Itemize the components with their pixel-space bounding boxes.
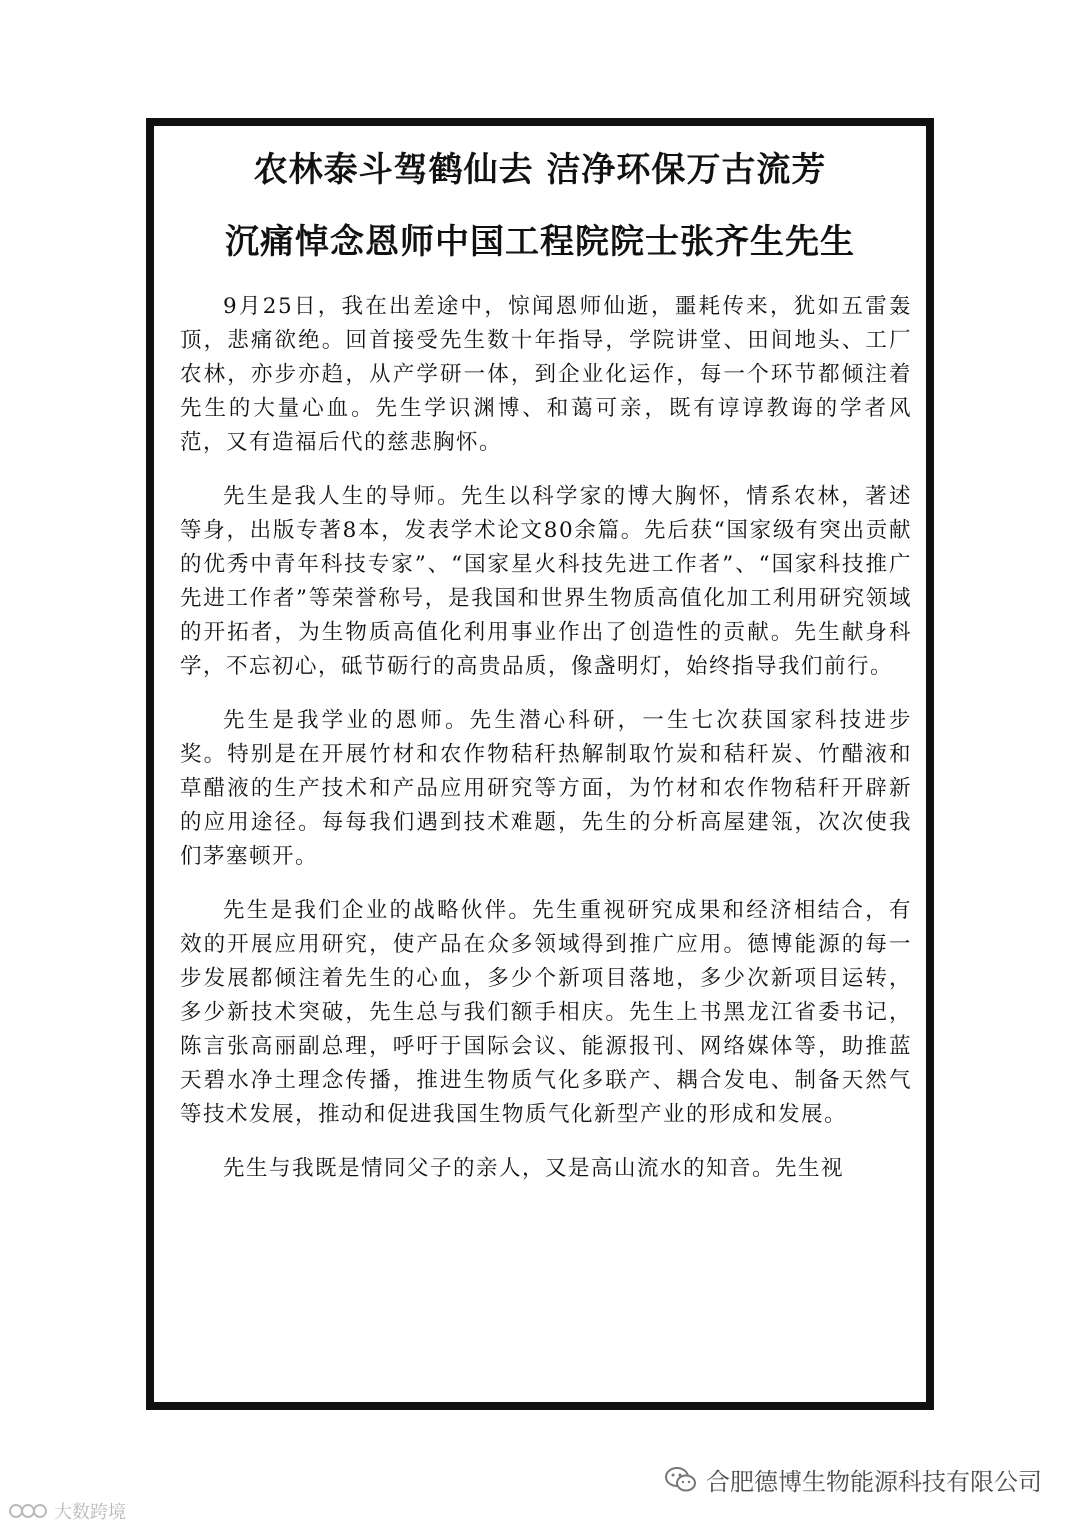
wechat-account-brand — [664, 1462, 1042, 1497]
paragraph: 先生是我们企业的战略伙伴。先生重视研究成果和经济相结合，有效的开展应用研究，使产品在众多领域得到推广应用。德博能源的每一步发展都倾注着先生的心血，多少个新项目落地，多少次新项目运转，多少新技术突破，先生总与我们额手相庆。先生上书黑龙江省委书记，陈言张高丽副总理，呼吁于国际会议、能源报刊、网络媒体等，助推蓝天碧水净土理念传播，推进生物质气化多联产、耦合发电、制备天然气等技术发展，推动和促进我国生物质气化新型产业的形成和发展。 — [180, 898, 912, 1127]
brand-name: 合肥德博生物能源科技有限公司 — [706, 1468, 1042, 1496]
paragraph: 9月25日，我在出差途中，惊闻恩师仙逝，噩耗传来，犹如五雷轰顶，悲痛欲绝。回首接受先生数十年指导，学院讲堂、田间地头、工厂农林，亦步亦趋，从产学研一体，到企业化运作，每一个环节都倾注着先生的大量心血。先生学识渊博、和蔼可亲，既有谆谆教诲的学者风范，又有造福后代的慈悲胸怀。 — [180, 294, 912, 455]
dashu-logo-icon — [8, 1501, 48, 1521]
paragraph: 先生是我人生的导师。先生以科学家的博大胸怀，情系农林，著述等身，出版专著8本，发表学术论文80余篇。先后获“国家级有突出贡献的优秀中青年科技专家”、“国家星火科技先进工作者”、“国家科技推广先进工作者”等荣誉称号，是我国和世界生物质高值化加工利用研究领域的开拓者，为生物质高值化利用事业作出了创造性的贡献。先生献身科学，不忘初心，砥节砺行的高贵品质，像盏明灯，始终指导我们前行。 — [180, 484, 912, 679]
wechat-icon — [664, 1465, 698, 1495]
memorial-frame — [146, 118, 934, 1410]
article-body — [180, 290, 912, 1206]
watermark — [8, 1498, 126, 1524]
title-line-1: 农林泰斗驾鹤仙去 洁净环保万古流芳 — [253, 150, 827, 190]
title-line-2: 沉痛悼念恩师中国工程院院士张齐生先生 — [225, 222, 855, 262]
paragraph: 先生与我既是情同父子的亲人，又是高山流水的知音。先生视 — [223, 1156, 845, 1181]
paragraph: 先生是我学业的恩师。先生潜心科研，一生七次获国家科技进步奖。特别是在开展竹材和农作物秸秆热解制取竹炭和秸秆炭、竹醋液和草醋液的生产技术和产品应用研究等方面，为竹材和农作物秸秆开辟新的应用途径。每每我们遇到技术难题，先生的分析高屋建瓴，次次使我们茅塞顿开。 — [180, 708, 912, 869]
watermark-text: 大数跨境 — [54, 1502, 126, 1523]
